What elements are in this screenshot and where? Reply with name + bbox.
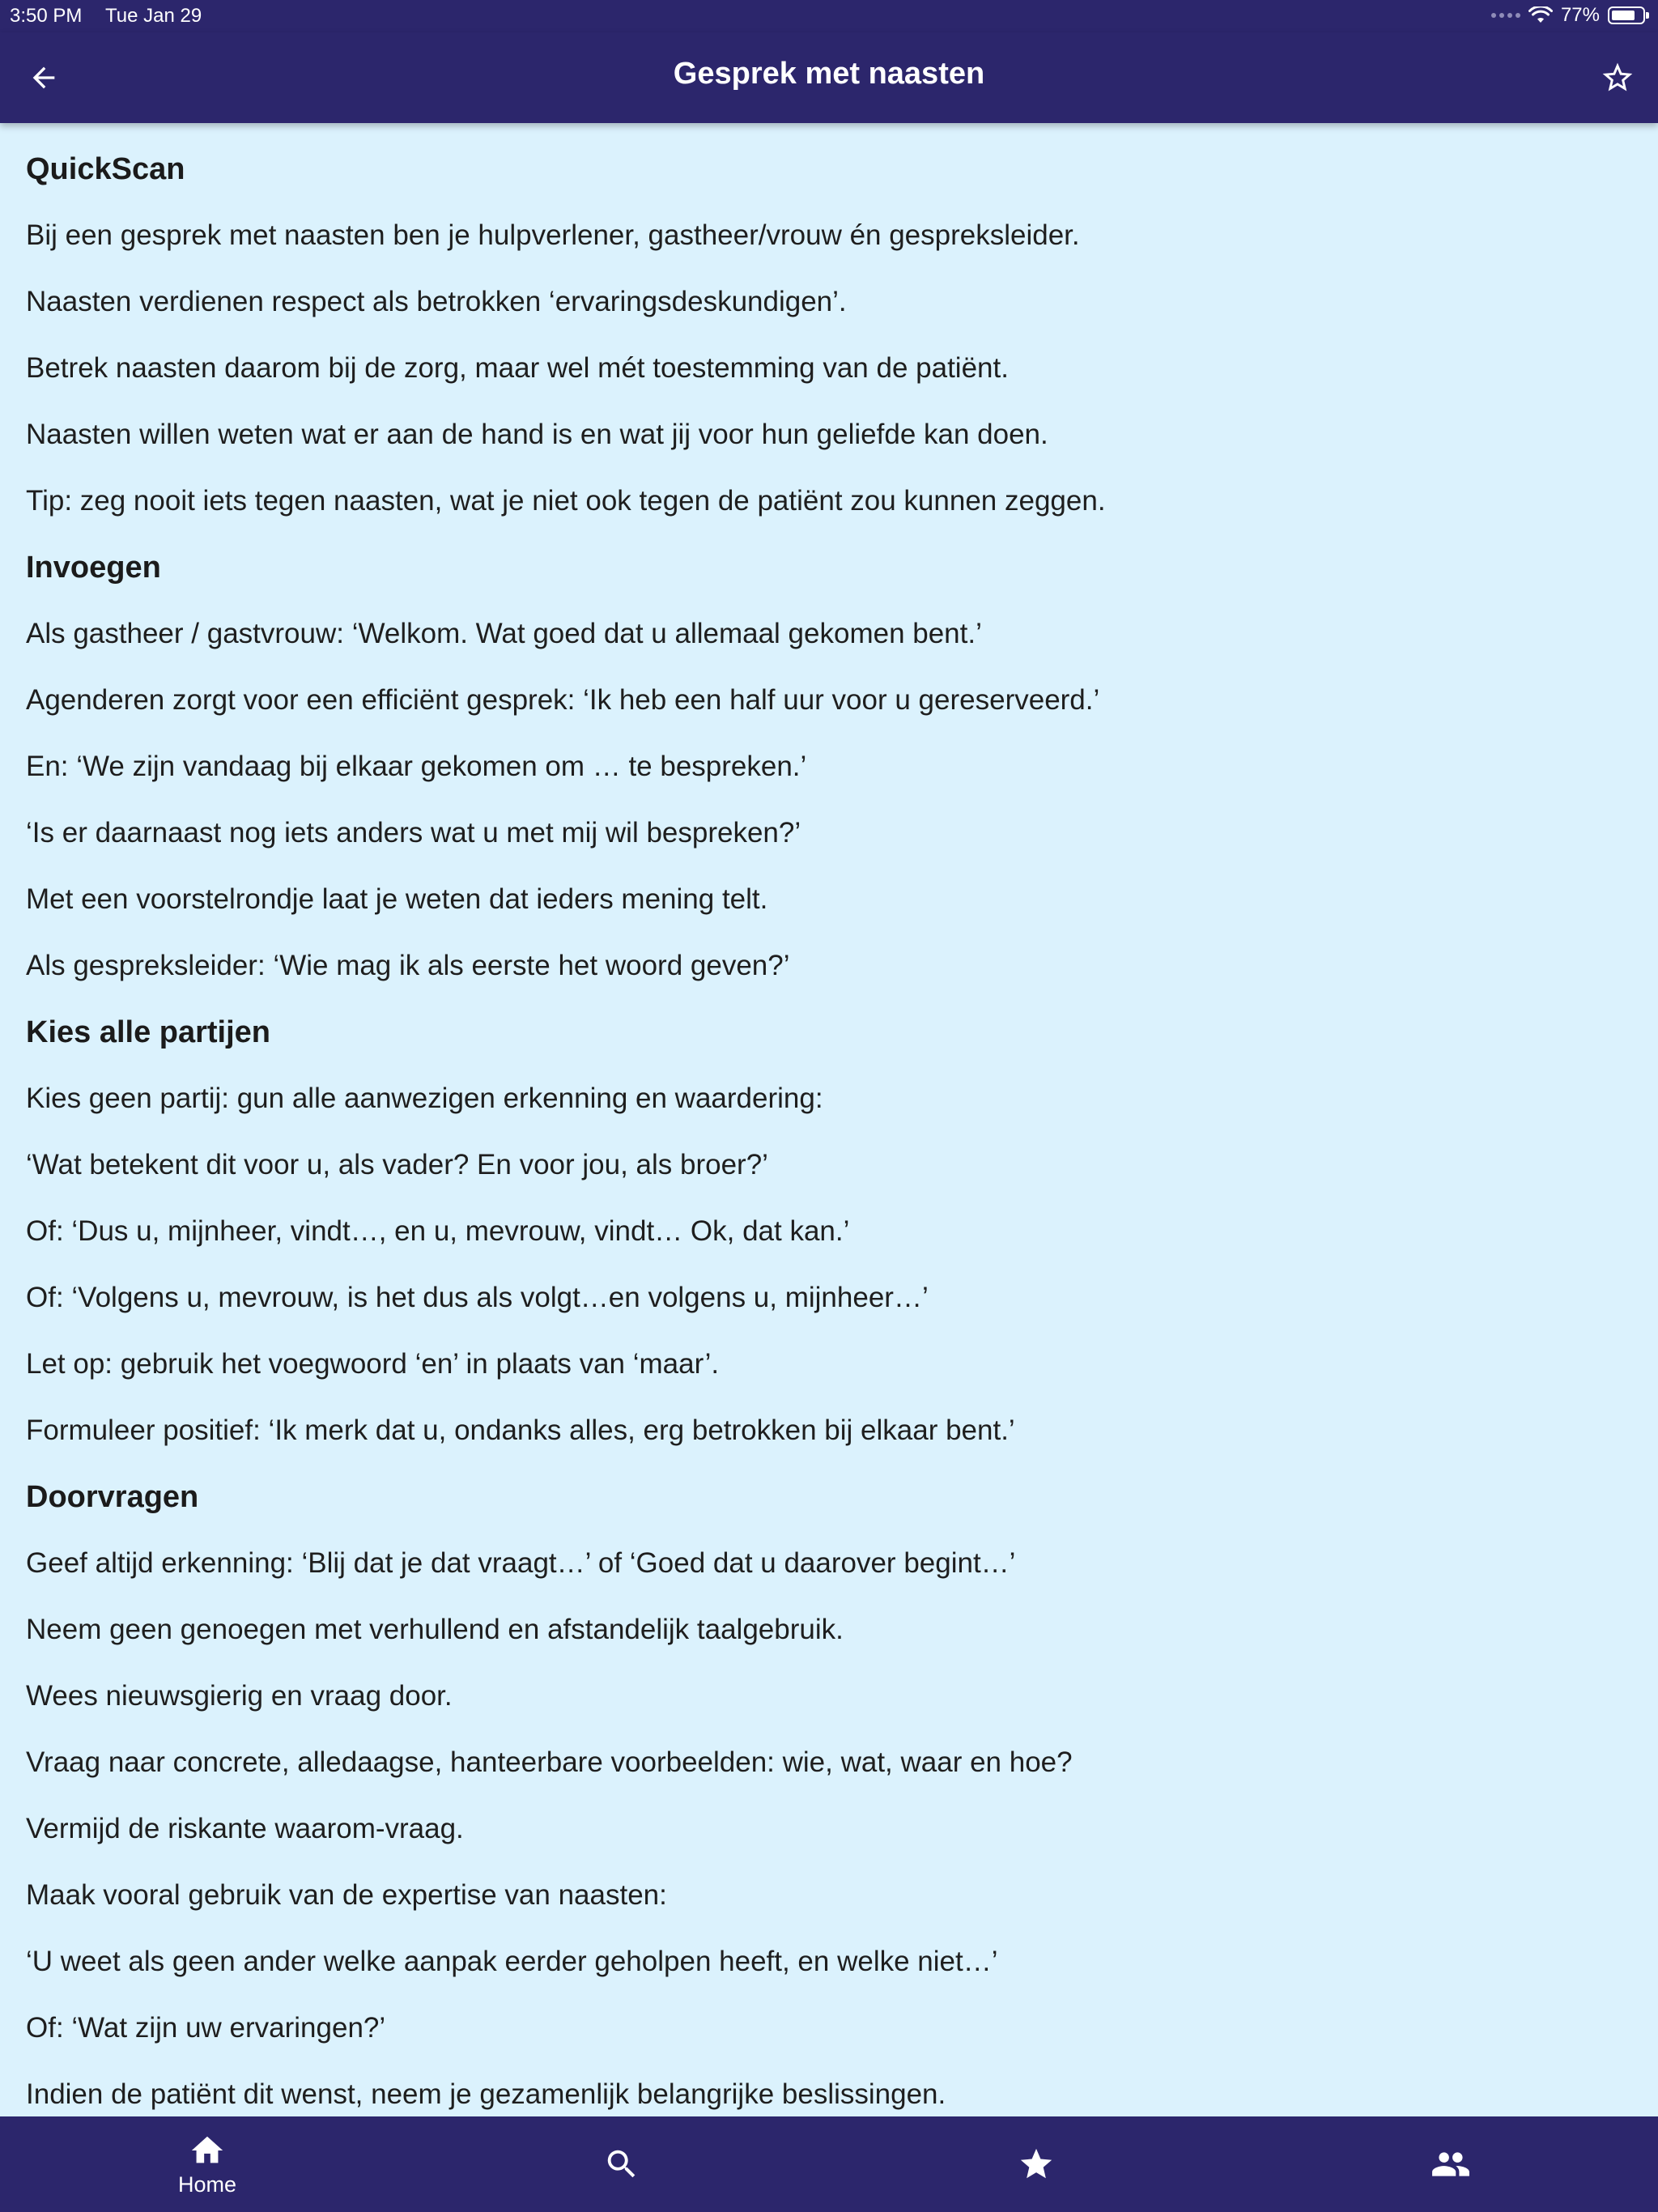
paragraph: En: ‘We zijn vandaag bij elkaar gekomen om … te bespreken.’ bbox=[26, 751, 807, 782]
people-icon bbox=[1431, 2144, 1471, 2184]
paragraph: Let op: gebruik het voegwoord ‘en’ in plaats van ‘maar’. bbox=[26, 1348, 720, 1380]
paragraph: Maak vooral gebruik van de expertise van naasten: bbox=[26, 1879, 667, 1911]
paragraph: Tip: zeg nooit iets tegen naasten, wat je niet ook tegen de patiënt zou kunnen zeggen. bbox=[26, 485, 1106, 517]
content-scroll-area[interactable] bbox=[0, 123, 1658, 2116]
app-bar bbox=[0, 32, 1658, 123]
battery-icon bbox=[1608, 6, 1645, 24]
paragraph: Met een voorstelrondje laat je weten dat ieders mening telt. bbox=[26, 883, 768, 915]
paragraph: Wees nieuwsgierig en vraag door. bbox=[26, 1680, 453, 1712]
paragraph: Vraag naar concrete, alledaagse, hanteerbare voorbeelden: wie, wat, waar en hoe? bbox=[26, 1746, 1073, 1778]
paragraph: Kies geen partij: gun alle aanwezigen erkenning en waardering: bbox=[26, 1083, 823, 1114]
favorite-button[interactable] bbox=[1593, 53, 1642, 102]
paragraph: ‘Wat betekent dit voor u, als vader? En voor jou, als broer?’ bbox=[26, 1149, 768, 1180]
paragraph: Neem geen genoegen met verhullend en afstandelijk taalgebruik. bbox=[26, 1614, 844, 1645]
nav-search[interactable] bbox=[414, 2116, 829, 2212]
paragraph: Naasten willen weten wat er aan de hand is en wat jij voor hun geliefde kan doen. bbox=[26, 419, 1048, 450]
paragraph: Agenderen zorgt voor een efficiënt gesprek: ‘Ik heb een half uur voor u gereserveerd.’ bbox=[26, 684, 1100, 716]
paragraph: Of: ‘Wat zijn uw ervaringen?’ bbox=[26, 2012, 386, 2044]
paragraph: Indien de patiënt dit wenst, neem je gezamenlijk belangrijke beslissingen. bbox=[26, 2078, 946, 2110]
star-outline-icon bbox=[1600, 60, 1635, 96]
battery-fill bbox=[1612, 11, 1635, 20]
paragraph: Bij een gesprek met naasten ben je hulpverlener, gastheer/vrouw én gespreksleider. bbox=[26, 219, 1080, 251]
status-indicators bbox=[1491, 4, 1645, 27]
nav-people[interactable] bbox=[1244, 2116, 1658, 2212]
paragraph: Vermijd de riskante waarom-vraag. bbox=[26, 1813, 464, 1844]
status-time: 3:50 PM bbox=[10, 5, 83, 27]
status-bar bbox=[0, 0, 1658, 32]
star-icon bbox=[1018, 2146, 1055, 2183]
paragraph: ‘Is er daarnaast nog iets anders wat u met mij wil bespreken?’ bbox=[26, 817, 801, 849]
paragraph: Als gastheer / gastvrouw: ‘Welkom. Wat goed dat u allemaal gekomen bent.’ bbox=[26, 618, 982, 649]
page-title: Gesprek met naasten bbox=[673, 57, 985, 91]
section-heading-kies-alle-partijen: Kies alle partijen bbox=[26, 1015, 271, 1049]
content-body bbox=[0, 123, 1658, 2116]
battery-percentage: 77% bbox=[1560, 4, 1600, 26]
nav-favorites[interactable] bbox=[829, 2116, 1244, 2212]
search-icon bbox=[603, 2146, 640, 2183]
bottom-navigation bbox=[0, 2116, 1658, 2212]
paragraph: Of: ‘Volgens u, mevrouw, is het dus als volgt…en volgens u, mijnheer…’ bbox=[26, 1282, 929, 1313]
paragraph: ‘U weet als geen ander welke aanpak eerder geholpen heeft, en welke niet…’ bbox=[26, 1946, 998, 1977]
paragraph: Formuleer positief: ‘Ik merk dat u, ondanks alles, erg betrokken bij elkaar bent.’ bbox=[26, 1414, 1015, 1446]
section-heading-doorvragen: Doorvragen bbox=[26, 1480, 199, 1514]
nav-home[interactable] bbox=[0, 2116, 414, 2212]
paragraph: Naasten verdienen respect als betrokken ‘ervaringsdeskundigen’. bbox=[26, 286, 847, 317]
nav-home-label: Home bbox=[177, 2172, 237, 2197]
paragraph: Geef altijd erkenning: ‘Blij dat je dat vraagt…’ of ‘Goed dat u daarover begint…’ bbox=[26, 1547, 1016, 1579]
wifi-icon bbox=[1528, 6, 1553, 24]
paragraph: Als gespreksleider: ‘Wie mag ik als eerste het woord geven?’ bbox=[26, 950, 790, 981]
paragraph: Of: ‘Dus u, mijnheer, vindt…, en u, mevrouw, vindt… Ok, dat kan.’ bbox=[26, 1215, 850, 1247]
home-icon bbox=[189, 2132, 226, 2169]
paragraph: Betrek naasten daarom bij de zorg, maar wel mét toestemming van de patiënt. bbox=[26, 352, 1009, 384]
section-heading-invoegen: Invoegen bbox=[26, 551, 161, 585]
status-date: Tue Jan 29 bbox=[105, 5, 202, 27]
cellular-signal-icon bbox=[1491, 13, 1520, 18]
section-heading-quickscan: QuickScan bbox=[26, 152, 185, 186]
